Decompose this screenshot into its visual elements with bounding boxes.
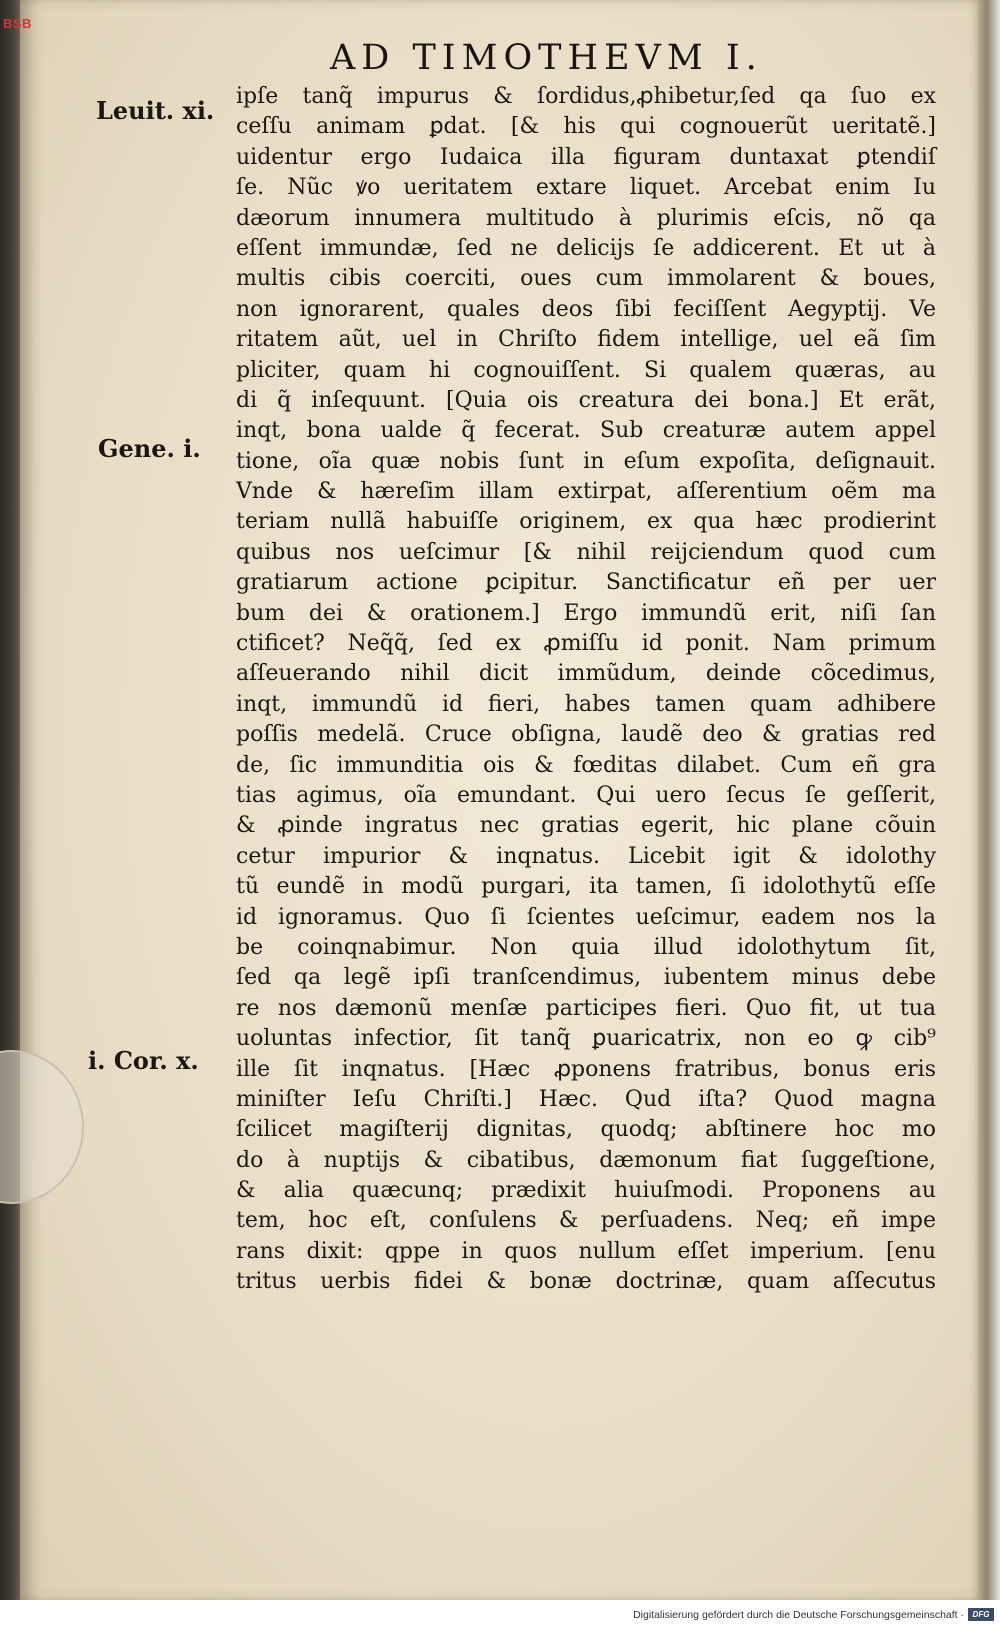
text-line: id ignoramus. Quo ſi ſcientes ueſcimur, eadem nos la (236, 904, 936, 930)
text-line: inqt, immundũ id fieri, habes tamen quam adhibere (236, 691, 936, 717)
text-line: eſſent immundæ, ſed ne delicijs ſe addicerent. Et ut à (236, 235, 936, 261)
text-line: tias agimus, oĩa emundant. Qui uero ſecus ſe geſſerit, (236, 782, 936, 808)
text-line: & alia quæcunq; prædixit huiuſmodi. Proponens au (236, 1178, 936, 1204)
text-line: teriam nullã habuiſſe originem, ex qua hæc prodierint (236, 509, 936, 535)
digitization-footer (0, 1600, 1000, 1631)
text-line: ipſe tanq̃ impurus & ſordidus,ꝓhibetur,ſed qa ſuo ex (236, 84, 936, 109)
text-line: tione, oĩa quæ nobis ſunt in eſum expoſita, deſignauit. (236, 448, 936, 474)
text-line: ille ſit inqnatus. [Hæc ꝓponens fratribus, bonus eris (236, 1056, 936, 1082)
text-line: gratiarum actione ꝑcipitur. Sanctificatur eñ per uer (236, 570, 936, 596)
running-head: AD TIMOTHEVM I. (330, 38, 763, 78)
dfg-logo: DFG (968, 1608, 994, 1621)
text-line: ceſſu animam ꝑdat. [& his qui cognouerũt ueritatẽ.] (236, 114, 936, 140)
text-line: ſe. Nũc ꝟo ueritatem extare liquet. Arcebat enim Iu (236, 175, 936, 201)
margin-note-leuit: Leuit. xi. (96, 96, 215, 125)
text-line: be coinqnabimur. Non quia illud idolothytum ſit, (236, 934, 936, 960)
text-line: non ignorarent, quales deos ſibi feciſſent Aegyptij. Ve (236, 296, 936, 322)
text-line: ſed qa legẽ ipſi tranſcendimus, iubentem minus debe (236, 965, 936, 991)
funding-credit: Digitalisierung gefördert durch die Deutsche Forschungsgemeinschaft · (633, 1609, 964, 1621)
text-line: ctificet? Neq̃q̃, ſed ex ꝓmiſſu id ponit. Nam primum (236, 631, 936, 657)
text-line: dæorum innumera multitudo à plurimis eſcis, nõ qa (236, 205, 936, 231)
text-line: cetur impurior & inqnatus. Licebit igit & idolothy (236, 843, 936, 869)
text-line: rans dixit: qppe in quos nullum eſſet imperium. [enu (236, 1238, 936, 1264)
text-line: quibus nos ueſcimur [& nihil reijciendum quod cum (236, 539, 936, 565)
library-stamp: BSB (3, 16, 32, 31)
text-line: tritus uerbis fidei & bonæ doctrinæ, quam aſſecutus (236, 1269, 936, 1295)
text-line: tũ eundẽ in modũ purgari, ita tamen, ſi idolothytũ eſſe (236, 874, 936, 900)
text-line: & ꝓinde ingratus nec gratias egerit, hic plane cõuin (236, 813, 936, 839)
text-line: di q̃ inſequunt. [Quia ois creatura dei bona.] Et erãt, (236, 387, 936, 413)
text-line: poſſis medelã. Cruce obſigna, laudẽ deo & gratias red (236, 722, 936, 748)
text-line: Vnde & hæreſim illam extirpat, aſſerentium oẽm ma (236, 479, 936, 505)
body-text (236, 82, 936, 1298)
text-line: ritatem aũt, uel in Chriſto fidem intellige, uel eã ſim (236, 327, 936, 353)
text-line: de, ſic immunditia ois & fœditas dilabet. Cum eñ gra (236, 752, 936, 778)
text-line: uoluntas infectior, ſit tanq̃ ꝑuaricatrix, non eo ꝙ cib⁹ (236, 1026, 936, 1052)
text-line: re nos dæmonũ menſæ participes fieri. Quo fit, ut tua (236, 995, 936, 1021)
text-line: do à nuptijs & cibatibus, dæmonum fiat ſuggeſtione, (236, 1147, 936, 1173)
page-edge (978, 0, 1000, 1600)
text-line: bum dei & orationem.] Ergo immundũ erit, niſi ſan (236, 600, 936, 626)
text-line: ſcilicet magiſterij dignitas, quodq; abſtinere hoc mo (236, 1117, 936, 1143)
text-line: aſſeuerando nihil dicit immũdum, deinde cõcedimus, (236, 661, 936, 687)
text-line: inqt, bona ualde q̃ fecerat. Sub creaturæ autem appel (236, 418, 936, 444)
text-line: pliciter, quam hi cognouiſſent. Si qualem quæras, au (236, 357, 936, 383)
margin-note-cor: i. Cor. x. (88, 1046, 199, 1075)
text-line: tem, hoc eſt, conſulens & perſuadens. Neq; eñ impe (236, 1208, 936, 1234)
text-line: miniſter Ieſu Chriſti.] Hæc. Qud iſta? Quod magna (236, 1086, 936, 1112)
text-line: uidentur ergo Iudaica illa figuram duntaxat ꝑtendiſ (236, 144, 936, 170)
text-line: multis cibis coerciti, oues cum immolarent & boues, (236, 266, 936, 292)
margin-note-gene: Gene. i. (98, 434, 201, 463)
